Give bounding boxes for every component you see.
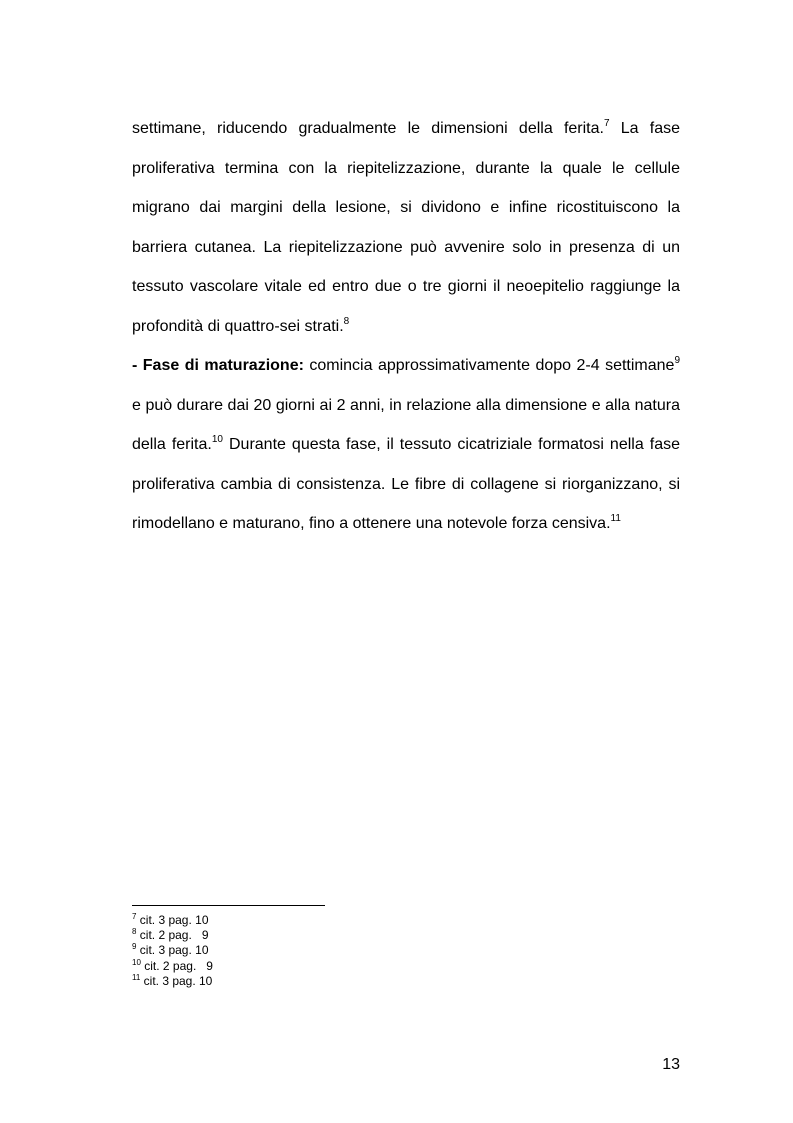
footnote — [132, 913, 213, 928]
footnote-number: 11 — [132, 972, 141, 982]
text-segment: settimane, riducendo gradualmente le dimensioni della ferita. — [132, 120, 604, 137]
footnote-number: 10 — [132, 957, 141, 967]
footnote-number: 7 — [132, 912, 137, 921]
footnote-ref: 8 — [343, 315, 350, 327]
footnote-ref: 9 — [674, 355, 680, 366]
footnote-number: 9 — [132, 942, 137, 952]
footnote-ref: 7 — [603, 118, 610, 129]
footnote-text: cit. 3 pag. 10 — [136, 943, 209, 958]
page-number: 13 — [662, 1056, 680, 1073]
footnote-text: cit. 3 pag. 10 — [140, 973, 213, 988]
text-segment: comincia approssimativamente dopo 2-4 settimane — [303, 357, 675, 374]
footnote-text: cit. 2 pag. 9 — [140, 958, 213, 973]
paragraph-maturation-phase — [132, 346, 680, 544]
footnote-number: 8 — [132, 927, 137, 937]
footnotes — [132, 913, 213, 989]
footnote-separator — [132, 905, 325, 906]
footnote-text: cit. 2 pag. 9 — [136, 928, 209, 943]
footnote — [132, 928, 213, 943]
footnote — [132, 959, 213, 974]
footnote — [132, 974, 213, 989]
section-heading: - Fase di maturazione: — [132, 357, 304, 374]
footnote-ref: 11 — [610, 513, 621, 524]
text-segment: e può durare dai 20 giorni ai 2 anni, in relazione alla dimensione e alla natura della ferita. — [132, 396, 680, 453]
footnote-ref: 10 — [211, 434, 223, 445]
text-segment: Durante questa fase, il tessuto cicatriziale formatosi nella fase proliferativa cambia di consistenza. Le fibre di collagene si riorganizzano, si rimodellano e maturano, fino a ottenere una notevole forza censiva. — [132, 436, 680, 532]
body-text — [132, 109, 680, 544]
footnote — [132, 943, 213, 958]
paragraph-proliferative-phase — [132, 109, 680, 346]
footnote-text: cit. 3 pag. 10 — [136, 913, 209, 927]
text-segment: La fase proliferativa termina con la riepitelizzazione, durante la quale le cellule migrano dai margini della lesione, si dividono e infine ricostituiscono la barriera cutanea. La riepitelizzazione può avvenire solo in presenza di un tessuto vascolare vitale ed entro due o tre giorni il neoepitelio raggiunge la profondità di quattro-sei strati. — [132, 120, 680, 335]
